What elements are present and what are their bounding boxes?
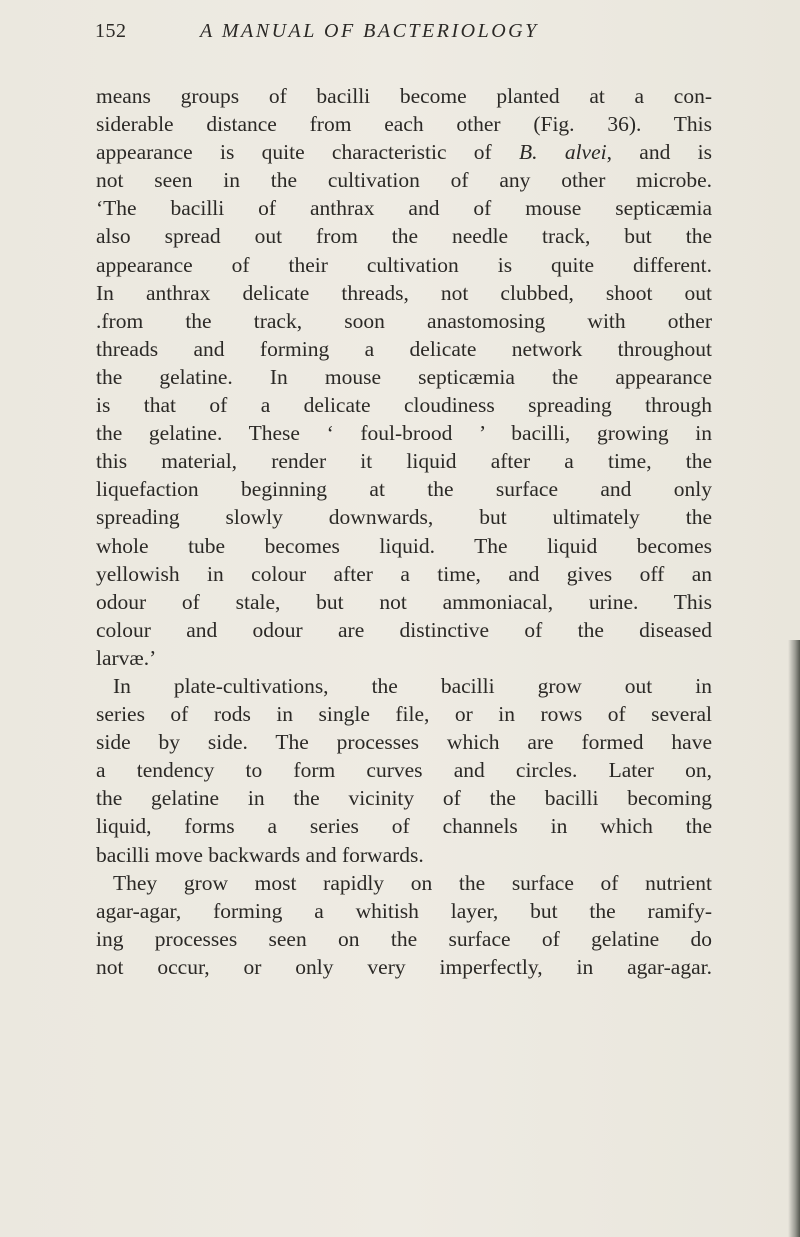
text-line: .from the track, soon anastomosing with other <box>96 308 712 333</box>
text-line: liquefaction beginning at the surface and only <box>96 477 712 502</box>
text-line: not occur, or only very imperfectly, in agar-agar. <box>96 954 712 979</box>
text-line: not seen in the cultivation of any other microbe. <box>96 168 712 193</box>
species-name-italic: B. alvei <box>519 140 607 165</box>
text-line: siderable distance from each other (Fig. 36). This <box>96 112 712 137</box>
text-line: series of rods in single file, or in rows of several <box>96 702 712 727</box>
text-line: this material, render it liquid after a time, the <box>96 449 712 474</box>
text-line-with-italic-species: appearance is quite characteristic of B. alvei, and is <box>96 140 712 165</box>
text-line: ‘The bacilli of anthrax and of mouse septicæmia <box>96 196 712 221</box>
text-line: liquid, forms a series of channels in which the <box>96 814 712 839</box>
text-line: side by side. The processes which are formed have <box>96 730 712 755</box>
text-line: is that of a delicate cloudiness spreading through <box>96 393 712 418</box>
paragraph-start-line: In plate-cultivations, the bacilli grow out in <box>113 673 712 698</box>
running-title: A MANUAL OF BACTERIOLOGY <box>200 20 539 42</box>
body-text <box>96 82 712 981</box>
text-line: spreading slowly downwards, but ultimately the <box>96 505 712 530</box>
text-line: In anthrax delicate threads, not clubbed, shoot out <box>96 280 712 305</box>
text-line: threads and forming a delicate network throughout <box>96 336 712 361</box>
text-line: agar-agar, forming a whitish layer, but the ramify- <box>96 898 712 923</box>
text-line: also spread out from the needle track, but the <box>96 224 712 249</box>
paragraph-start-line: They grow most rapidly on the surface of nutrient <box>113 870 712 895</box>
text-line: yellowish in colour after a time, and gives off an <box>96 561 712 586</box>
text-line: appearance of their cultivation is quite different. <box>96 252 712 277</box>
text-line: whole tube becomes liquid. The liquid becomes <box>96 533 712 558</box>
text-line: a tendency to form curves and circles. Later on, <box>96 758 712 783</box>
page-edge-shadow <box>788 640 800 1237</box>
text-line: the gelatine. In mouse septicæmia the appearance <box>96 364 712 389</box>
text-line: colour and odour are distinctive of the diseased <box>96 617 712 642</box>
text-line: odour of stale, but not ammoniacal, urine. This <box>96 589 712 614</box>
text-line: means groups of bacilli become planted at a con- <box>96 84 712 108</box>
page-header <box>95 20 715 50</box>
text-line: ing processes seen on the surface of gelatine do <box>96 926 712 951</box>
text-line: bacilli move backwards and forwards. <box>96 842 424 867</box>
text-line: the gelatine. These ‘ foul-brood ’ bacilli, growing in <box>96 421 712 446</box>
text-line: the gelatine in the vicinity of the bacilli becoming <box>96 786 712 811</box>
text-line: larvæ.’ <box>96 645 157 670</box>
page-number: 152 <box>95 20 127 42</box>
